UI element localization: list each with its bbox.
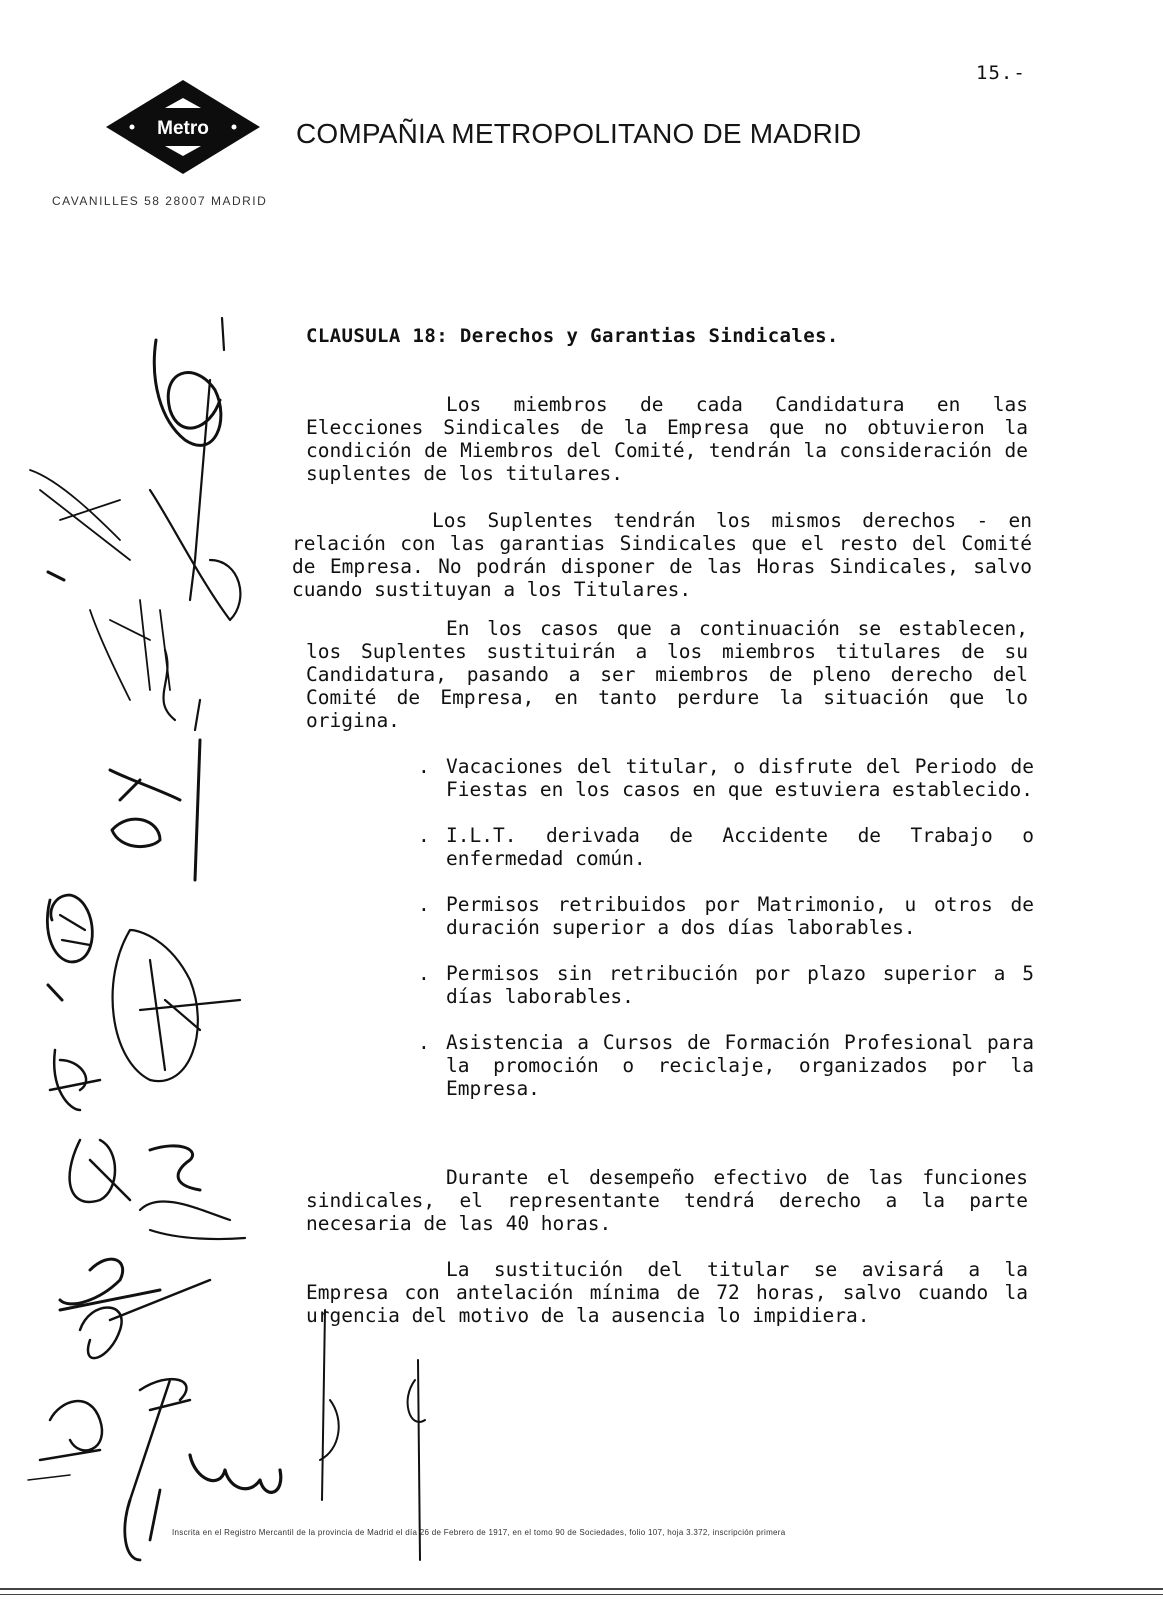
metro-logo [106, 80, 260, 174]
list-item-text: I.L.T. derivada de Accidente de Trabajo o enfermedad común. [446, 824, 1034, 870]
metro-diamond-logo-icon [106, 80, 260, 174]
company-name: COMPAÑIA METROPOLITANO DE MADRID [296, 118, 862, 149]
footer-rule [0, 1594, 1163, 1595]
list-item-text: Permisos retribuidos por Matrimonio, u otros de duración superior a dos días laborables. [446, 893, 1034, 939]
list-item [414, 755, 1034, 801]
bullet: . [418, 755, 430, 778]
list-item [414, 824, 1034, 870]
footer-rule [0, 1588, 1163, 1590]
list-item [414, 893, 1034, 939]
list-item [414, 1031, 1034, 1100]
paragraph-4 [306, 1166, 1028, 1235]
paragraph-text: La sustitución del titular se avisará a la Empresa con antelación mínima de 72 horas, salvo cuando la urgencia del motivo de la ausencia lo impidiera. [306, 1258, 1028, 1327]
list-item-text: Vacaciones del titular, o disfrute del Periodo de Fiestas en los casos en que estuviera establecido. [446, 755, 1034, 801]
paragraph-3 [306, 617, 1028, 732]
substitution-cases-list [414, 755, 1034, 1123]
bullet: . [418, 824, 430, 847]
list-item [414, 962, 1034, 1008]
paragraph-text: Los miembros de cada Candidatura en las Elecciones Sindicales de la Empresa que no obtuvieron la condición de Miembros del Comité, tendrán la consideración de suplentes de los titulares. [306, 393, 1028, 485]
paragraph-1 [306, 393, 1028, 485]
bullet: . [418, 962, 430, 985]
clause-title: CLAUSULA 18: Derechos y Garantias Sindicales. [306, 325, 839, 347]
logo-text: Metro [157, 118, 209, 139]
company-address: CAVANILLES 58 28007 MADRID [52, 194, 268, 208]
paragraph-text: Durante el desempeño efectivo de las funciones sindicales, el representante tendrá derecho a la parte necesaria de las 40 horas. [306, 1166, 1028, 1235]
list-item-text: Permisos sin retribución por plazo superior a 5 días laborables. [446, 962, 1034, 1008]
paragraph-text: En los casos que a continuación se establecen, los Suplentes sustituirán a los miembros titulares de su Candidatura, pasando a ser miembros de pleno derecho del Comité de Empresa, en tanto perdure la situación que lo origina. [306, 617, 1028, 732]
registry-note: Inscrita en el Registro Mercantil de la provincia de Madrid el día 26 de Febrero de 1917, en el tomo 90 de Sociedades, folio 107, hoja 3.372, inscripción primera [172, 1528, 786, 1537]
list-item-text: Asistencia a Cursos de Formación Profesional para la promoción o reciclaje, organizados por la Empresa. [446, 1031, 1034, 1100]
page-number: 15.- [976, 62, 1026, 84]
bullet: . [418, 1031, 430, 1054]
paragraph-text: Los Suplentes tendrán los mismos derechos - en relación con las garantias Sindicales que el resto del Comité de Empresa. No podrán disponer de las Horas Sindicales, salvo cuando sustituyan a los Titulares. [292, 509, 1032, 601]
paragraph-5 [306, 1258, 1028, 1327]
paragraph-2 [292, 509, 1032, 601]
bullet: . [418, 893, 430, 916]
